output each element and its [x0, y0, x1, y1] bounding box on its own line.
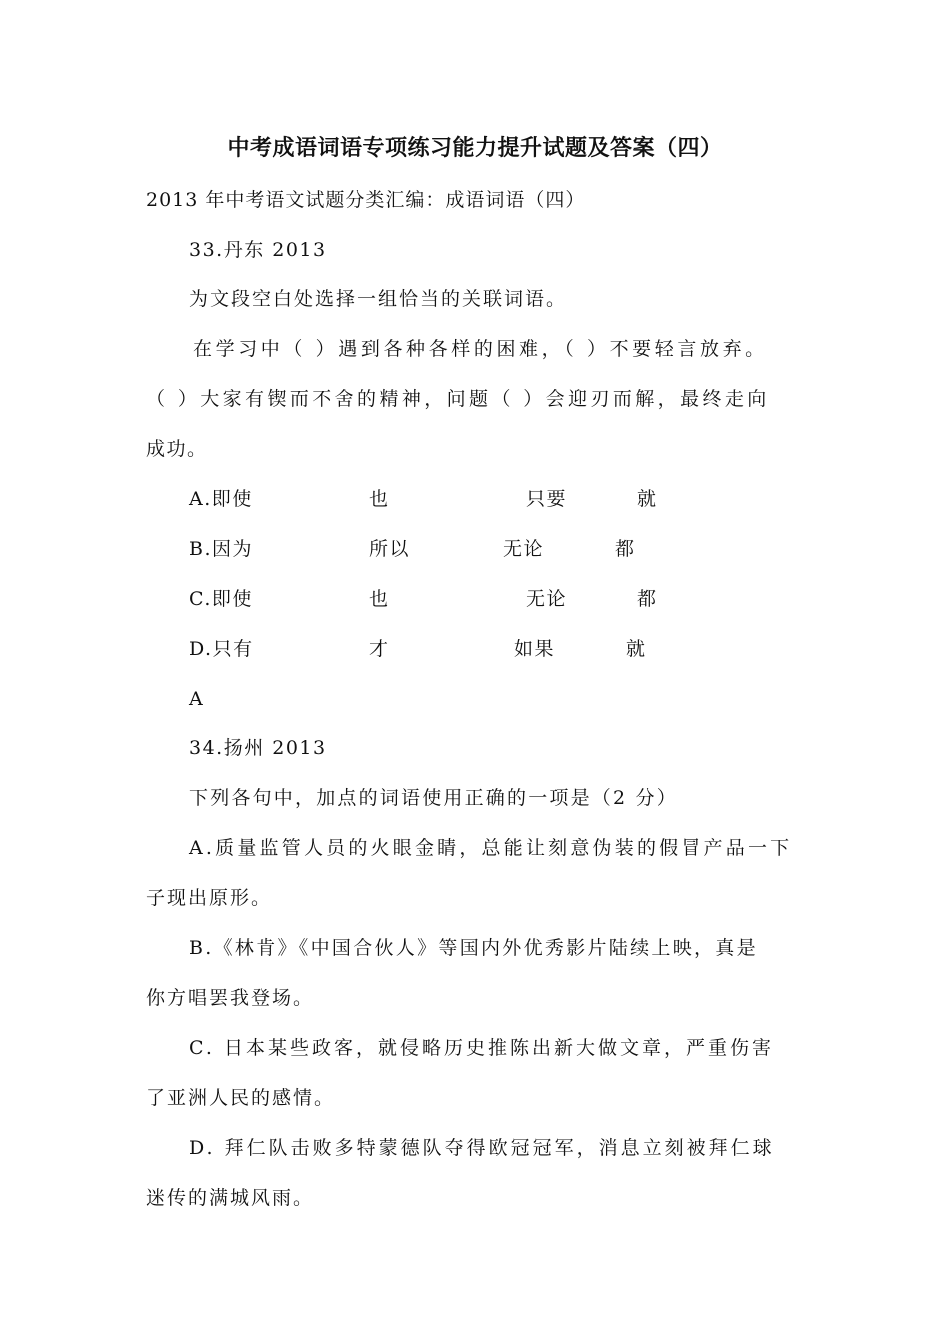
- question-34-option-a-line: 子现出原形。: [146, 887, 273, 909]
- question-34-heading: 34.扬州 2013: [189, 737, 327, 759]
- question-34-option-c-line: 了亚洲人民的感情。: [146, 1087, 336, 1109]
- option-label: B.因为: [189, 538, 254, 560]
- option-word: 都: [615, 538, 636, 560]
- option-word: 也: [369, 588, 390, 610]
- option-word: 也: [369, 488, 390, 510]
- option-label: C.即使: [189, 588, 253, 610]
- option-word: 就: [626, 638, 647, 660]
- page-title: 中考成语词语专项练习能力提升试题及答案（四）: [227, 136, 723, 161]
- option-word: 无论: [526, 588, 568, 610]
- option-word: 才: [369, 638, 390, 660]
- question-33-option-d: [0, 635, 950, 663]
- question-33-option-b: [0, 535, 950, 563]
- option-word: 只要: [526, 488, 568, 510]
- option-label: A.即使: [189, 488, 253, 510]
- question-34-option-a-line: A.质量监管人员的火眼金睛，总能让刻意伪装的假冒产品一下: [189, 837, 793, 859]
- option-word: 无论: [503, 538, 545, 560]
- question-34-option-d-line: 迷传的满城风雨。: [146, 1187, 315, 1209]
- question-33-option-c: [0, 585, 950, 613]
- document-subtitle: 2013 年中考语文试题分类汇编：成语词语（四）: [146, 189, 586, 211]
- question-34-instruction: 下列各句中，加点的词语使用正确的一项是（2 分）: [189, 787, 678, 809]
- question-34-option-b-line: 你方唱罢我登场。: [146, 987, 315, 1009]
- question-33-passage-line: 在学习中（ ）遇到各种各样的困难，（ ）不要轻言放弃。: [193, 338, 768, 360]
- question-34-option-d-line: D. 拜仁队击败多特蒙德队夺得欧冠冠军，消息立刻被拜仁球: [189, 1137, 775, 1159]
- option-word: 所以: [369, 538, 411, 560]
- question-33-passage-line: 成功。: [146, 438, 208, 460]
- question-33-passage-line: （ ）大家有锲而不舍的精神，问题（ ）会迎刃而解，最终走向: [146, 388, 770, 410]
- question-34-option-b-line: B.《林肯》《中国合伙人》等国内外优秀影片陆续上映，真是: [189, 937, 758, 959]
- option-word: 都: [637, 588, 658, 610]
- question-33-heading: 33.丹东 2013: [189, 239, 327, 261]
- option-word: 就: [637, 488, 658, 510]
- option-label: D.只有: [189, 638, 254, 660]
- question-33-option-a: [0, 485, 950, 513]
- option-word: 如果: [514, 638, 556, 660]
- question-34-option-c-line: C. 日本某些政客，就侵略历史推陈出新大做文章，严重伤害: [189, 1037, 774, 1059]
- question-33-instruction: 为文段空白处选择一组恰当的关联词语。: [189, 288, 568, 310]
- question-33-answer: A: [189, 688, 205, 710]
